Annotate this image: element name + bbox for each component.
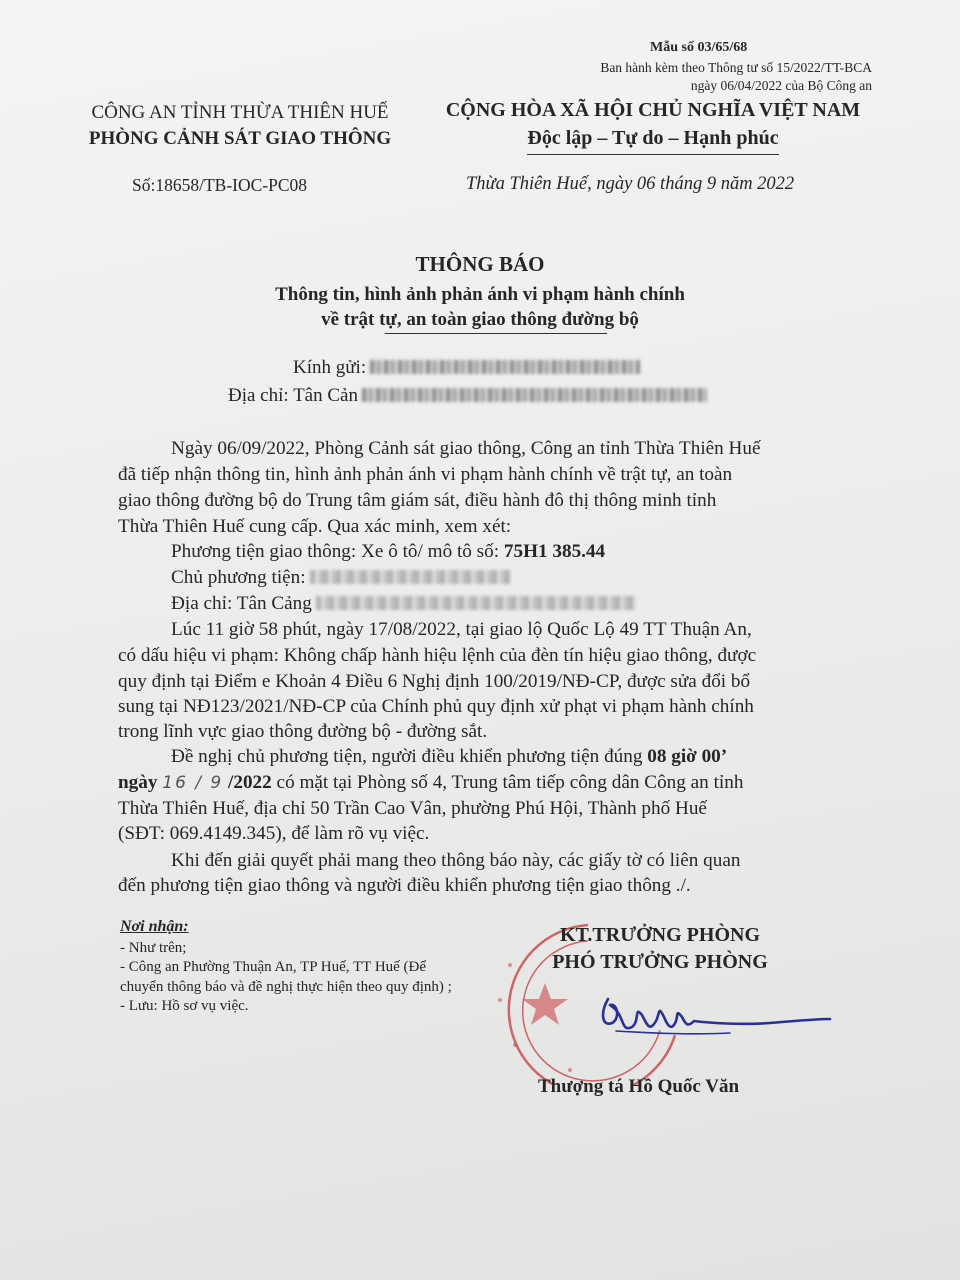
body-line: (SĐT: 069.4149.345), để làm rõ vụ việc. xyxy=(118,823,430,844)
recipient-item: - Công an Phường Thuận An, TP Huế, TT Huế (Để chuyển thông báo và đề nghị thực hiện theo quy định) ; xyxy=(120,959,452,995)
appointment-date-line xyxy=(118,772,743,794)
national-motto: Độc lập – Tự do – Hạnh phúc xyxy=(527,124,778,155)
signature-block xyxy=(520,922,800,976)
body-line: quy định tại Điểm e Khoản 4 Điều 6 Nghị định 100/2019/NĐ-CP, được sửa đổi bổ xyxy=(118,671,751,692)
body-line: đến phương tiện giao thông và người điều khiển phương tiện giao thông ./. xyxy=(118,875,691,896)
owner-label: Chủ phương tiện: xyxy=(171,567,306,588)
recipients-heading: Nơi nhận: xyxy=(120,918,189,935)
subtitle-underline xyxy=(385,333,607,334)
form-basis-line: ngày 06/04/2022 của Bộ Công an xyxy=(690,78,872,93)
issuing-agency xyxy=(75,100,405,152)
redacted-address xyxy=(362,388,707,402)
redacted-owner xyxy=(310,570,510,584)
handwritten-date: 16 / 9 xyxy=(162,773,224,793)
body-text: có mặt tại Phòng số 4, Trung tâm tiếp công dân Công an tỉnh xyxy=(271,772,744,793)
recipient-item: - Như trên; xyxy=(120,939,187,956)
document-subtitle xyxy=(0,282,960,332)
body-line: Ngày 06/09/2022, Phòng Cảnh sát giao thông, Công an tỉnh Thừa Thiên Huế xyxy=(171,438,761,459)
document-number: Số:18658/TB-IOC-PC08 xyxy=(132,175,308,195)
agency-parent: CÔNG AN TỈNH THỪA THIÊN HUẾ xyxy=(91,102,389,123)
signature-subtitle: PHÓ TRƯỞNG PHÒNG xyxy=(552,951,768,973)
owner-address-label: Địa chỉ: Tân Cảng xyxy=(171,593,312,614)
redacted-owner-address xyxy=(316,596,636,610)
form-code: Mẫu số 03/65/68 xyxy=(650,40,748,55)
appointment-year: /2022 xyxy=(228,772,272,793)
body-line: Khi đến giải quyết phải mang theo thông báo này, các giấy tờ có liên quan xyxy=(171,850,741,871)
form-basis xyxy=(540,59,872,95)
signature-title: KT.TRƯỞNG PHÒNG xyxy=(560,924,760,946)
addressee-label: Kính gửi: xyxy=(293,357,367,378)
body-line: sung tại NĐ123/2021/NĐ-CP của Chính phủ quy định xử phạt vi phạm hành chính xyxy=(118,696,754,717)
subtitle-line: Thông tin, hình ảnh phản ánh vi phạm hành chính xyxy=(275,284,685,305)
owner-line xyxy=(171,567,510,589)
body-line: đã tiếp nhận thông tin, hình ảnh phản ánh vi phạm hành chính về trật tự, an toàn xyxy=(118,464,733,485)
addressee-line xyxy=(293,357,640,379)
appointment-line xyxy=(171,746,727,768)
national-header xyxy=(428,96,878,155)
body-line: giao thông đường bộ do Trung tâm giám sát, điều hành đô thị thông minh tỉnh xyxy=(118,490,717,511)
handwritten-signature xyxy=(560,975,840,1055)
license-plate: 75H1 385.44 xyxy=(503,541,606,562)
vehicle-line xyxy=(171,541,605,563)
agency-name: PHÒNG CẢNH SÁT GIAO THÔNG xyxy=(88,128,392,149)
address-label: Địa chỉ: Tân Cản xyxy=(228,385,358,406)
body-line: trong lĩnh vực giao thông đường bộ - đường sắt. xyxy=(118,721,488,742)
vehicle-label: Phương tiện giao thông: Xe ô tô/ mô tô số: xyxy=(171,541,504,562)
redacted-name xyxy=(370,360,640,374)
addressee-address-line xyxy=(228,385,707,407)
appointment-time: 08 giờ 00’ xyxy=(647,746,728,767)
form-basis-line: Ban hành kèm theo Thông tư số 15/2022/TT-BCA xyxy=(600,60,872,75)
body-line: Lúc 11 giờ 58 phút, ngày 17/08/2022, tại giao lộ Quốc Lộ 49 TT Thuận An, xyxy=(171,619,752,640)
owner-address-line xyxy=(171,593,636,615)
signer-name: Thượng tá Hồ Quốc Văn xyxy=(538,1076,740,1097)
day-label: ngày xyxy=(118,772,158,793)
body-line: có dấu hiệu vi phạm: Không chấp hành hiệu lệnh của đèn tín hiệu giao thông, được xyxy=(118,645,757,666)
recipient-item: - Lưu: Hồ sơ vụ việc. xyxy=(120,998,249,1014)
document-title: THÔNG BÁO xyxy=(415,252,545,276)
place-date: Thừa Thiên Huế, ngày 06 tháng 9 năm 2022 xyxy=(466,174,795,194)
recipients-block xyxy=(120,917,465,1017)
nation-name: CỘNG HÒA XÃ HỘI CHỦ NGHĨA VIỆT NAM xyxy=(445,99,861,121)
body-line: Thừa Thiên Huế, địa chỉ 50 Trần Cao Vân, phường Phú Hội, Thành phố Huế xyxy=(118,798,707,819)
body-line: Thừa Thiên Huế cung cấp. Qua xác minh, xem xét: xyxy=(118,516,512,537)
body-text: Đề nghị chủ phương tiện, người điều khiển phương tiện đúng xyxy=(171,746,648,767)
subtitle-line: về trật tự, an toàn giao thông đường bộ xyxy=(321,309,639,330)
